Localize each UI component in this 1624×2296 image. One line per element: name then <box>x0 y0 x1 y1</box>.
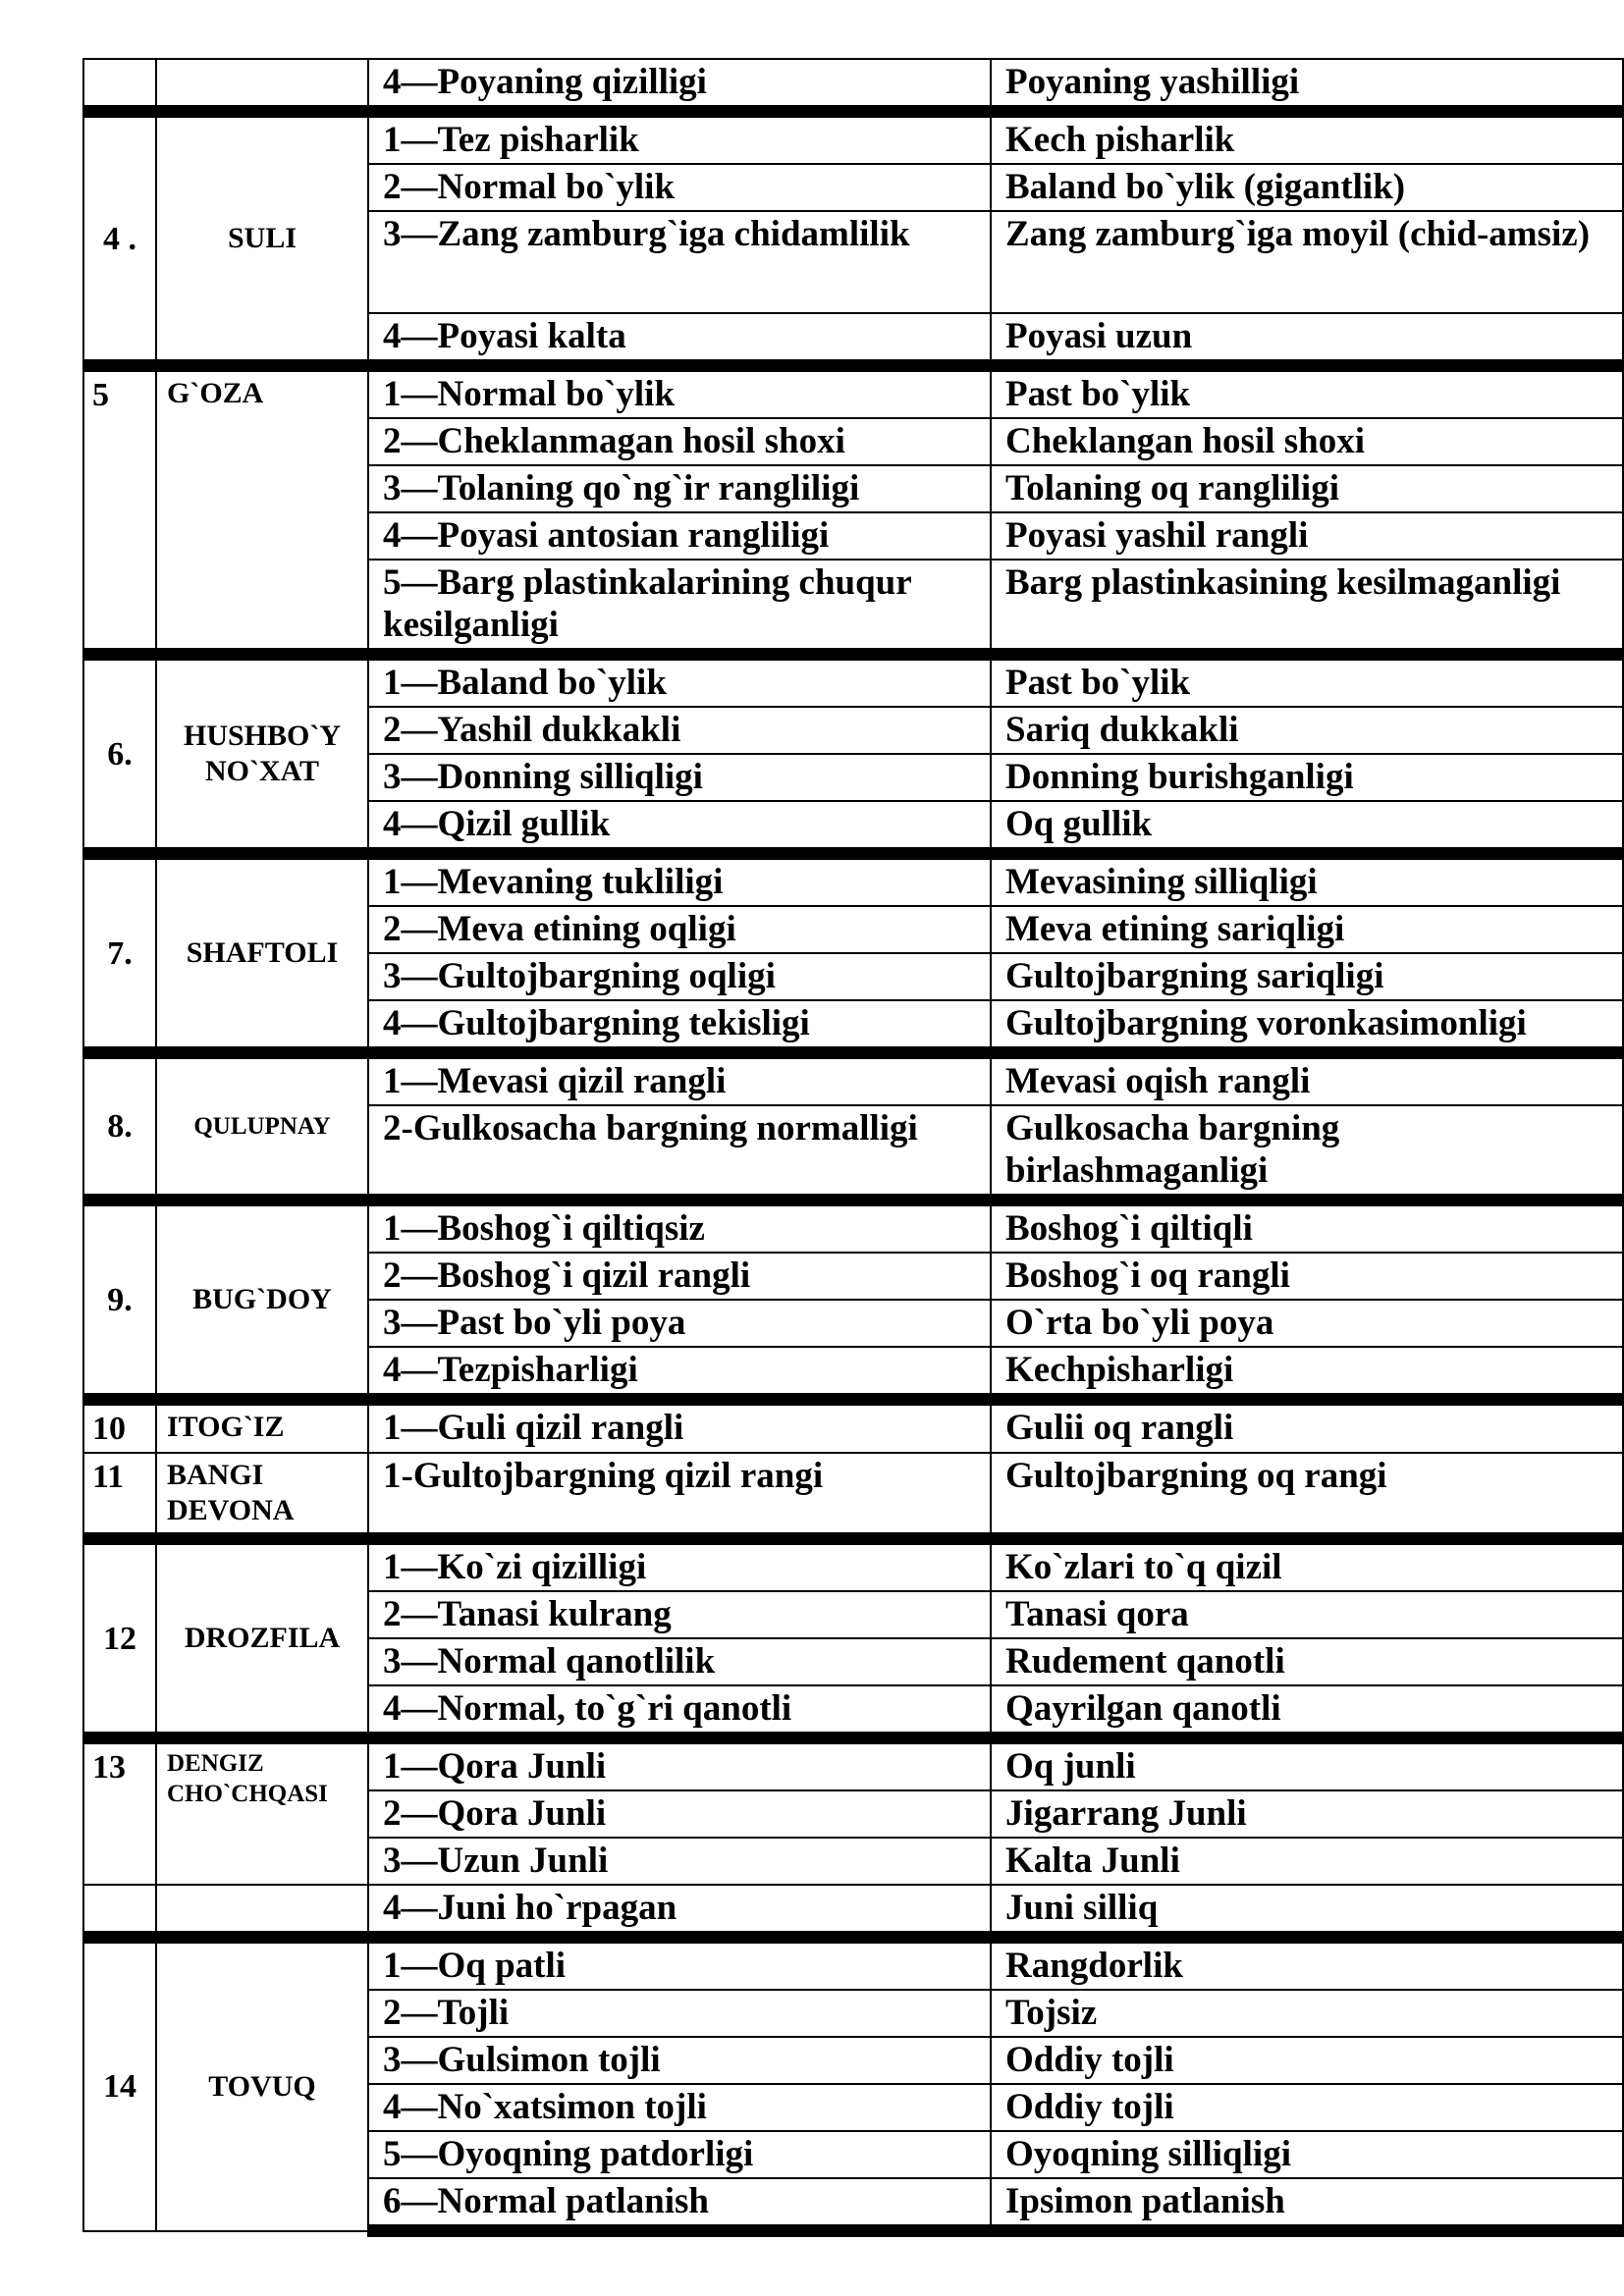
dominant-trait: 1—Tez pisharlik <box>368 112 991 165</box>
group-number: 11 <box>83 1453 156 1539</box>
dominant-trait: 3—Normal qanotlilik <box>368 1638 991 1685</box>
recessive-trait: Ipsimon patlanish <box>991 2178 1623 2231</box>
recessive-trait: Mevasining silliqligi <box>991 854 1623 907</box>
group-number <box>83 59 156 112</box>
recessive-trait: Juni silliq <box>991 1885 1623 1938</box>
group-number: 10 <box>83 1400 156 1454</box>
recessive-trait: Oq junli <box>991 1738 1623 1791</box>
dominant-trait: 4—Juni ho`rpagan <box>368 1885 991 1938</box>
dominant-trait: 2—Yashil dukkakli <box>368 707 991 754</box>
recessive-trait: Zang zamburg`iga moyil (chid-amsiz) <box>991 211 1623 313</box>
table-row <box>83 655 1623 708</box>
recessive-trait: Tanasi qora <box>991 1591 1623 1638</box>
recessive-trait: Tojsiz <box>991 1990 1623 2037</box>
dominant-trait: 4—Tezpisharligi <box>368 1347 991 1400</box>
dominant-trait: 1-Gultojbargning qizil rangi <box>368 1453 991 1539</box>
recessive-trait: Rangdorlik <box>991 1938 1623 1991</box>
organism-name <box>156 1885 368 1938</box>
dominant-trait: 2—Meva etining oqligi <box>368 906 991 953</box>
recessive-trait: Past bo`ylik <box>991 366 1623 419</box>
dominant-trait: 3—Zang zamburg`iga chidamlilik <box>368 211 991 313</box>
dominant-trait: 1—Mevaning tukliligi <box>368 854 991 907</box>
recessive-trait: Poyasi yashil rangli <box>991 512 1623 560</box>
recessive-trait: Jigarrang Junli <box>991 1790 1623 1838</box>
dominant-trait: 2—Cheklanmagan hosil shoxi <box>368 418 991 465</box>
dominant-trait: 1—Boshog`i qiltiqsiz <box>368 1201 991 1254</box>
recessive-trait: Mevasi oqish rangli <box>991 1053 1623 1106</box>
recessive-trait: Baland bo`ylik (gigantlik) <box>991 164 1623 211</box>
dominant-trait: 4—Normal, to`g`ri qanotli <box>368 1685 991 1738</box>
recessive-trait: Past bo`ylik <box>991 655 1623 708</box>
recessive-trait: Gulkosacha bargning birlashmaganligi <box>991 1105 1623 1201</box>
group-number: 12 <box>83 1539 156 1738</box>
dominant-trait: 3—Gultojbargning oqligi <box>368 953 991 1000</box>
recessive-trait: Qayrilgan qanotli <box>991 1685 1623 1738</box>
recessive-trait: Kech pisharlik <box>991 112 1623 165</box>
table-row <box>83 366 1623 419</box>
recessive-trait: Cheklangan hosil shoxi <box>991 418 1623 465</box>
organism-name: TOVUQ <box>156 1938 368 2231</box>
table-row <box>83 1885 1623 1938</box>
group-number: 8. <box>83 1053 156 1201</box>
recessive-trait: Gulii oq rangli <box>991 1400 1623 1454</box>
dominant-trait: 6—Normal patlanish <box>368 2178 991 2231</box>
recessive-trait: Poyasi uzun <box>991 313 1623 366</box>
group-number: 13 <box>83 1738 156 1886</box>
recessive-trait: Kechpisharligi <box>991 1347 1623 1400</box>
table-row <box>83 1053 1623 1106</box>
group-number: 4 . <box>83 112 156 366</box>
recessive-trait: Ko`zlari to`q qizil <box>991 1539 1623 1592</box>
recessive-trait: Tolaning oq rangliligi <box>991 465 1623 512</box>
table-row <box>83 1201 1623 1254</box>
dominant-trait: 4—Poyasi kalta <box>368 313 991 366</box>
table-row <box>83 1539 1623 1592</box>
table-row <box>83 854 1623 907</box>
dominant-trait: 1—Mevasi qizil rangli <box>368 1053 991 1106</box>
traits-table <box>82 58 1624 2237</box>
dominant-trait: 5—Oyoqning patdorligi <box>368 2131 991 2178</box>
table-row <box>83 1738 1623 1791</box>
dominant-trait: 5—Barg plastinkalarining chuqur kesilganligi <box>368 560 991 655</box>
dominant-trait: 4—Poyaning qizilligi <box>368 59 991 112</box>
dominant-trait: 1—Baland bo`ylik <box>368 655 991 708</box>
group-number: 7. <box>83 854 156 1053</box>
recessive-trait: Gultojbargning voronkasimonligi <box>991 1000 1623 1053</box>
dominant-trait: 1—Ko`zi qizilligi <box>368 1539 991 1592</box>
dominant-trait: 3—Donning silliqligi <box>368 754 991 801</box>
recessive-trait: Sariq dukkakli <box>991 707 1623 754</box>
table-row <box>83 112 1623 165</box>
recessive-trait: Gultojbargning oq rangi <box>991 1453 1623 1539</box>
dominant-trait: 2—Boshog`i qizil rangli <box>368 1253 991 1300</box>
dominant-trait: 4—No`xatsimon tojli <box>368 2084 991 2131</box>
dominant-trait: 2—Qora Junli <box>368 1790 991 1838</box>
dominant-trait: 3—Gulsimon tojli <box>368 2037 991 2084</box>
recessive-trait: Kalta Junli <box>991 1838 1623 1885</box>
recessive-trait: Boshog`i qiltiqli <box>991 1201 1623 1254</box>
table-row <box>83 1453 1623 1539</box>
recessive-trait: Gultojbargning sariqligi <box>991 953 1623 1000</box>
dominant-trait: 2—Tojli <box>368 1990 991 2037</box>
organism-name: BANGI DEVONA <box>156 1453 368 1539</box>
group-number: 14 <box>83 1938 156 2231</box>
recessive-trait: Boshog`i oq rangli <box>991 1253 1623 1300</box>
table-row <box>83 59 1623 112</box>
dominant-trait: 4—Poyasi antosian rangliligi <box>368 512 991 560</box>
recessive-trait: Oyoqning silliqligi <box>991 2131 1623 2178</box>
group-number: 9. <box>83 1201 156 1400</box>
group-number: 5 <box>83 366 156 655</box>
recessive-trait: Rudement qanotli <box>991 1638 1623 1685</box>
dominant-trait: 4—Qizil gullik <box>368 801 991 854</box>
recessive-trait: O`rta bo`yli poya <box>991 1300 1623 1347</box>
organism-name: HUSHBO`Y NO`XAT <box>156 655 368 854</box>
recessive-trait: Donning burishganligi <box>991 754 1623 801</box>
table-row <box>83 1400 1623 1454</box>
dominant-trait: 2-Gulkosacha bargning normalligi <box>368 1105 991 1201</box>
table-row <box>83 1938 1623 1991</box>
recessive-trait: Meva etining sariqligi <box>991 906 1623 953</box>
dominant-trait: 1—Guli qizil rangli <box>368 1400 991 1454</box>
dominant-trait: 2—Normal bo`ylik <box>368 164 991 211</box>
recessive-trait: Oddiy tojli <box>991 2037 1623 2084</box>
dominant-trait: 1—Qora Junli <box>368 1738 991 1791</box>
dominant-trait: 1—Oq patli <box>368 1938 991 1991</box>
recessive-trait: Poyaning yashilligi <box>991 59 1623 112</box>
recessive-trait: Barg plastinkasining kesilmaganligi <box>991 560 1623 655</box>
organism-name: DROZFILA <box>156 1539 368 1738</box>
dominant-trait: 3—Uzun Junli <box>368 1838 991 1885</box>
dominant-trait: 3—Past bo`yli poya <box>368 1300 991 1347</box>
organism-name: SULI <box>156 112 368 366</box>
dominant-trait: 1—Normal bo`ylik <box>368 366 991 419</box>
organism-name: DENGIZ CHO`CHQASI <box>156 1738 368 1886</box>
group-number <box>83 1885 156 1938</box>
dominant-trait: 4—Gultojbargning tekisligi <box>368 1000 991 1053</box>
organism-name: SHAFTOLI <box>156 854 368 1053</box>
recessive-trait: Oddiy tojli <box>991 2084 1623 2131</box>
dominant-trait: 3—Tolaning qo`ng`ir rangliligi <box>368 465 991 512</box>
organism-name: QULUPNAY <box>156 1053 368 1201</box>
organism-name: ITOG`IZ <box>156 1400 368 1454</box>
group-number: 6. <box>83 655 156 854</box>
recessive-trait: Oq gullik <box>991 801 1623 854</box>
organism-name: G`OZA <box>156 366 368 655</box>
organism-name: BUG`DOY <box>156 1201 368 1400</box>
dominant-trait: 2—Tanasi kulrang <box>368 1591 991 1638</box>
organism-name <box>156 59 368 112</box>
